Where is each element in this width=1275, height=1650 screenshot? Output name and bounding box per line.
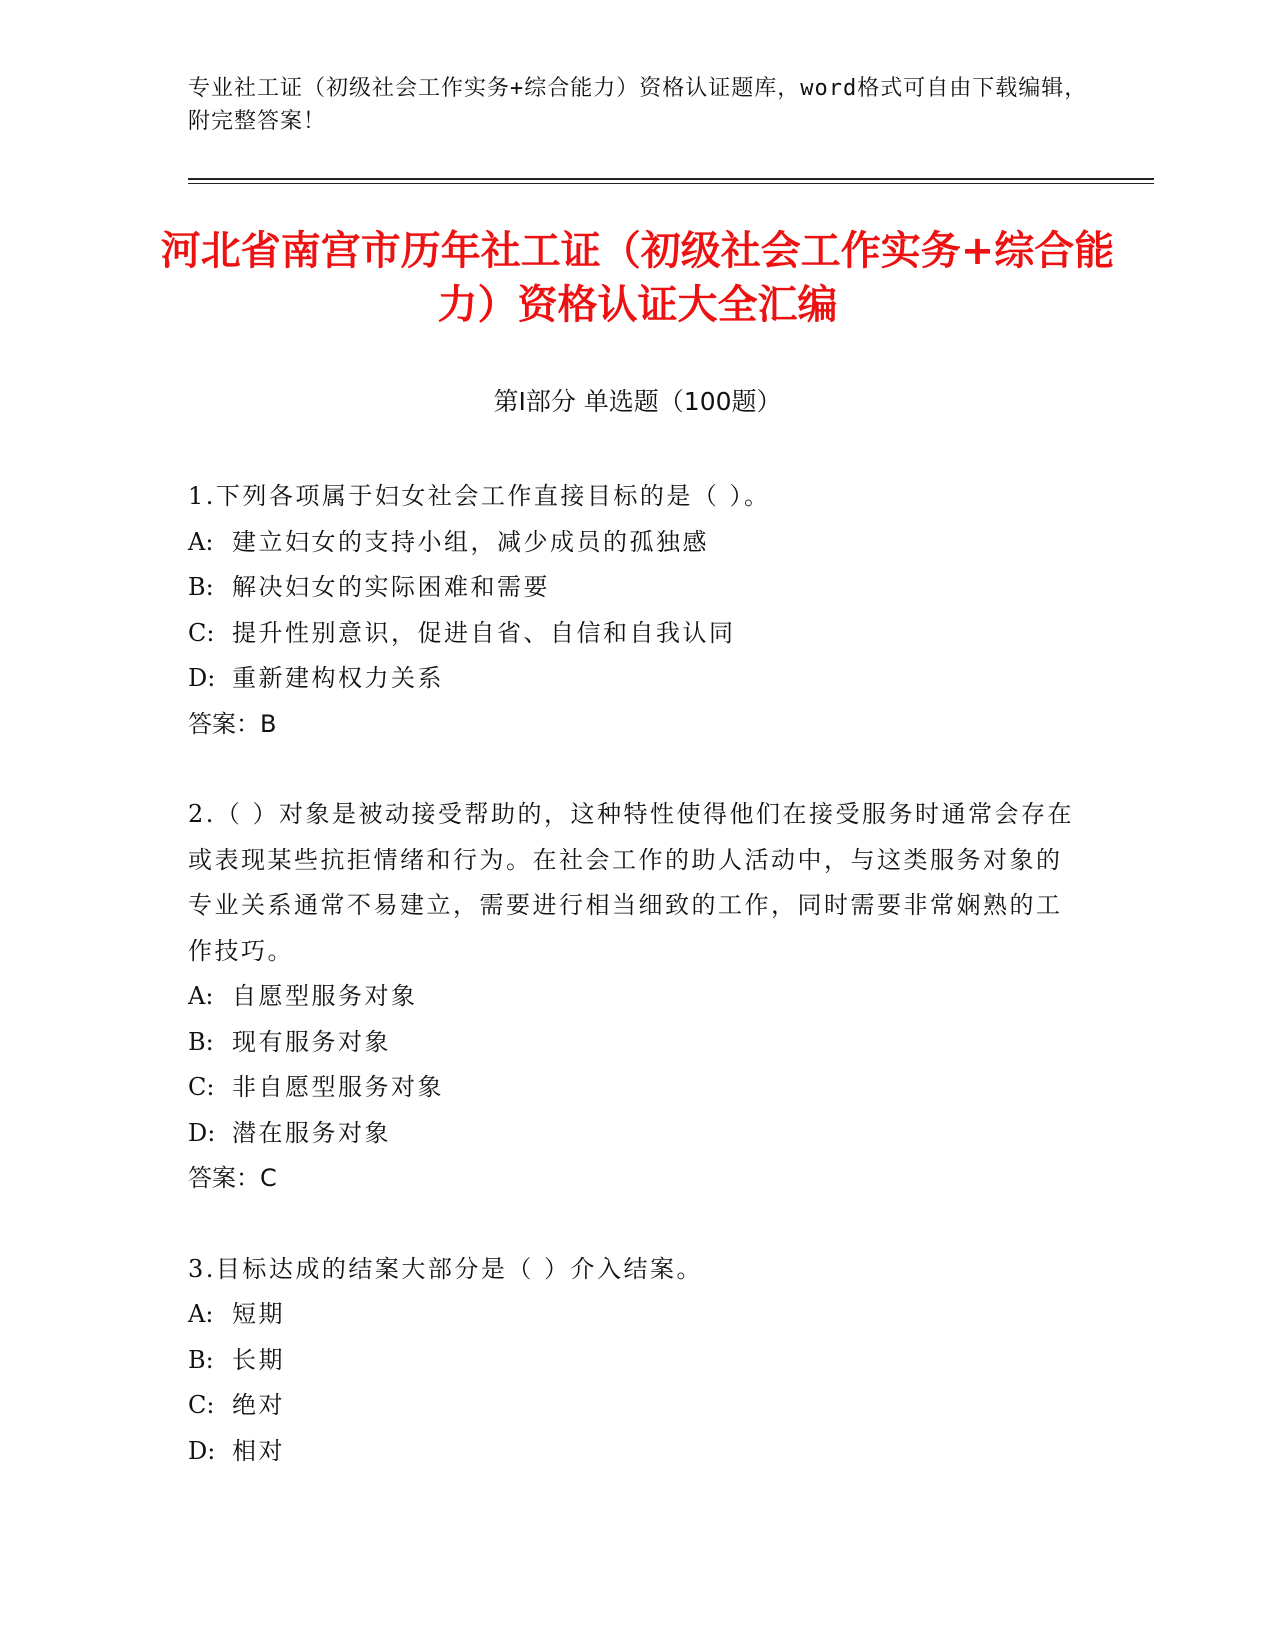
option-text: 潜在服务对象 [232, 1118, 391, 1147]
option-c [188, 1383, 1088, 1429]
question-1 [188, 474, 1088, 747]
option-b [188, 1020, 1088, 1066]
option-d [188, 1111, 1088, 1157]
question-stem: 2.（ ）对象是被动接受帮助的，这种特性使得他们在接受服务时通常会存在或表现某些抗拒情绪和行为。在社会工作的助人活动中，与这类服务对象的专业关系通常不易建立，需要进行相当细致的工作，同时需要非常娴熟的工作技巧。 [188, 800, 1075, 965]
header-divider-thin [188, 183, 1154, 184]
answer: 答案：B [188, 709, 277, 738]
option-key: D: [188, 664, 216, 692]
option-a [188, 1292, 1088, 1338]
option-b [188, 565, 1088, 611]
question-2 [188, 792, 1088, 1202]
option-key: A: [188, 1300, 214, 1328]
option-d [188, 656, 1088, 702]
option-key: A: [188, 527, 214, 556]
option-text: 非自愿型服务对象 [232, 1073, 444, 1101]
option-c [188, 1065, 1088, 1111]
option-text: 长期 [232, 1345, 285, 1374]
question-stem: 1.下列各项属于妇女社会工作直接目标的是（ ）。 [188, 482, 771, 510]
option-key: D: [188, 1118, 216, 1147]
option-text: 建立妇女的支持小组，减少成员的孤独感 [232, 527, 709, 556]
option-a [188, 974, 1088, 1020]
option-text: 现有服务对象 [232, 1027, 391, 1056]
option-key: A: [188, 982, 214, 1010]
option-key: B: [188, 1345, 214, 1374]
option-key: D: [188, 1436, 216, 1465]
section-title: 第Ⅰ部分 单选题（100题） [493, 387, 782, 416]
option-d [188, 1429, 1088, 1475]
option-b [188, 1338, 1088, 1384]
option-key: C: [188, 1391, 215, 1419]
question-3 [188, 1247, 1088, 1475]
question-stem: 3.目标达成的结案大部分是（ ）介入结案。 [188, 1254, 704, 1283]
option-text: 提升性别意识，促进自省、自信和自我认同 [232, 618, 736, 647]
option-key: C: [188, 618, 215, 647]
answer: 答案：C [188, 1164, 277, 1192]
option-text: 重新建构权力关系 [232, 664, 444, 692]
option-key: B: [188, 573, 214, 601]
question-list [188, 474, 1088, 1474]
option-key: B: [188, 1027, 214, 1056]
option-text: 绝对 [232, 1391, 285, 1419]
option-text: 短期 [232, 1300, 285, 1328]
option-text: 解决妇女的实际困难和需要 [232, 573, 550, 601]
header-divider [188, 178, 1154, 180]
option-c [188, 611, 1088, 657]
option-key: C: [188, 1073, 215, 1101]
option-text: 相对 [232, 1436, 285, 1465]
document-title: 河北省南宫市历年社工证（初级社会工作实务+综合能力）资格认证大全汇编 [160, 228, 1115, 328]
option-text: 自愿型服务对象 [232, 982, 418, 1010]
option-a [188, 520, 1088, 566]
header-note: 专业社工证（初级社会工作实务+综合能力）资格认证题库，word格式可自由下载编辑，附完整答案！ [188, 76, 1088, 134]
